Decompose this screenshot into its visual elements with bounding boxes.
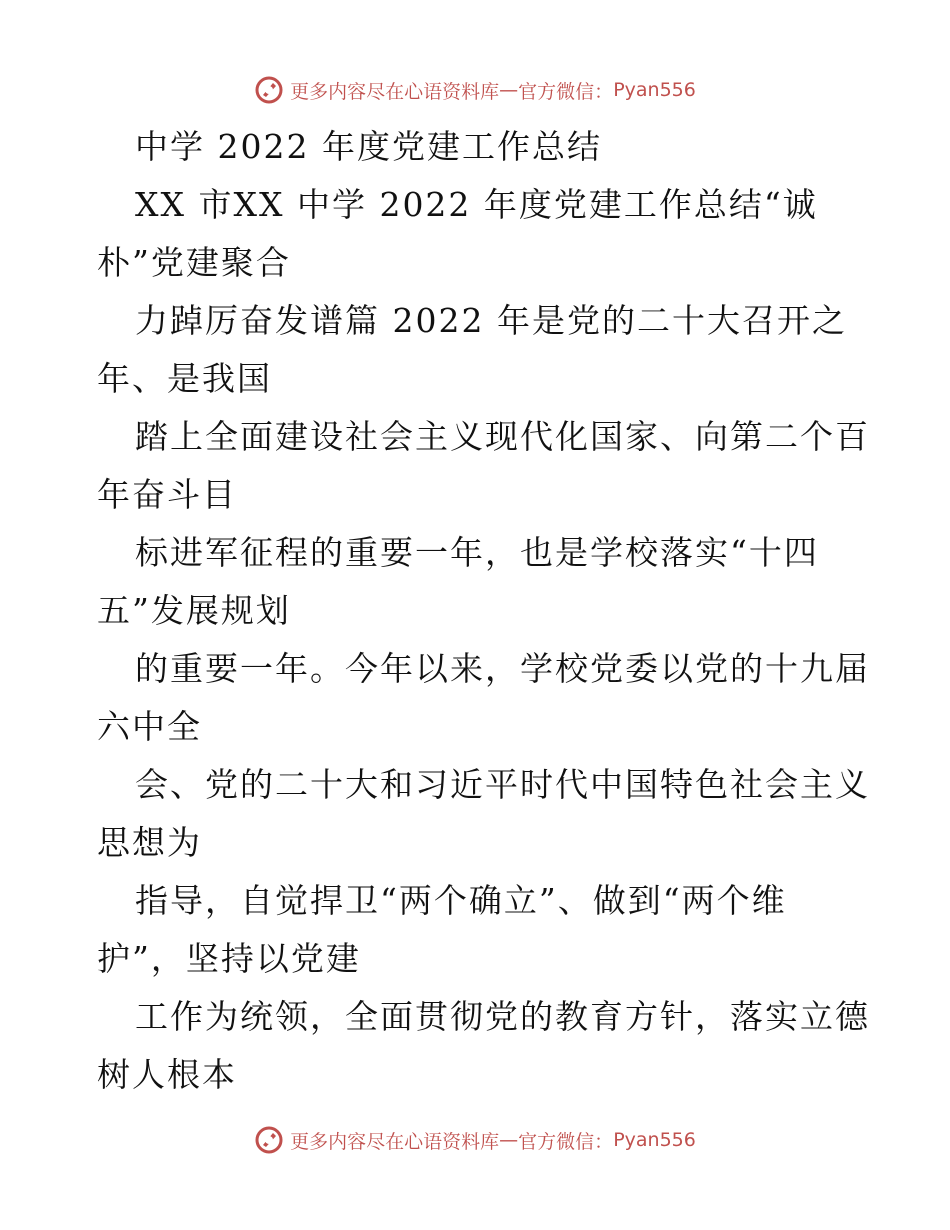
text-line: 朴”党建聚合: [97, 243, 291, 282]
pen-swirl-logo-icon: [254, 75, 284, 105]
text-line: 树人根本: [97, 1055, 237, 1094]
watermark-text: 更多内容尽在心语资料库: [290, 1130, 500, 1153]
text-line: 思想为: [97, 823, 202, 862]
header-watermark: [0, 70, 950, 110]
text-line: 指导，自觉捍卫“两个确立”、做到“两个维: [135, 881, 787, 920]
text-line: 年奋斗目: [97, 475, 237, 514]
text-line: 六中全: [97, 707, 202, 746]
text-line: 五”发展规划: [97, 591, 291, 630]
watermark-official: 官方微信：: [518, 1130, 614, 1153]
text-line: 年、是我国: [97, 359, 272, 398]
text-line: 会、党的二十大和习近平时代中国特色社会主义: [135, 765, 870, 804]
text-line: 踏上全面建设社会主义现代化国家、向第二个百: [135, 417, 870, 456]
pen-swirl-logo-icon: [254, 1125, 284, 1155]
text-line: 工作为统领，全面贯彻党的教育方针，落实立德: [135, 997, 870, 1036]
watermark-text: 更多内容尽在心语资料库: [290, 80, 500, 103]
text-line: 中学 2022 年度党建工作总结: [135, 127, 602, 166]
document-body: [97, 118, 870, 1104]
watermark-id: Pyan556: [613, 1129, 696, 1151]
text-line: 标进军征程的重要一年，也是学校落实“十四: [135, 533, 819, 572]
text-line: 力踔厉奋发谱篇 2022 年是党的二十大召开之: [135, 301, 847, 340]
footer-watermark: [0, 1120, 950, 1160]
watermark-separator: —: [499, 1129, 519, 1151]
text-line: 护”，坚持以党建: [97, 939, 361, 978]
text-line: 的重要一年。今年以来，学校党委以党的十九届: [135, 649, 870, 688]
watermark-id: Pyan556: [613, 79, 696, 101]
text-line: XX 市XX 中学 2022 年度党建工作总结“诚: [135, 185, 818, 224]
watermark-separator: —: [499, 79, 519, 101]
watermark-official: 官方微信：: [518, 80, 614, 103]
